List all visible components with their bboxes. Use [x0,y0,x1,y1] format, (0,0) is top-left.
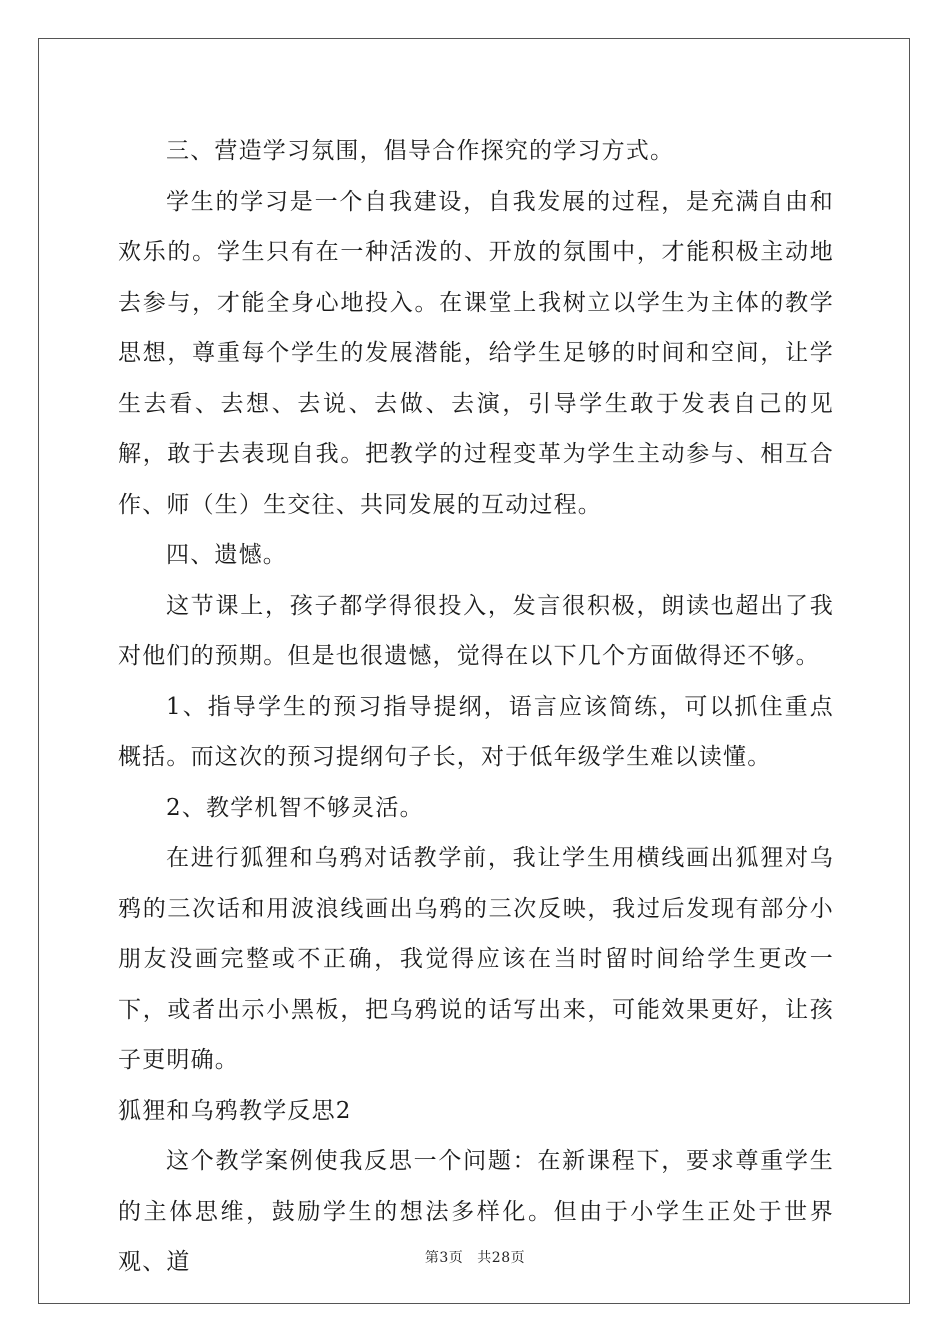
section-heading-3: 三、营造学习氛围，倡导合作探究的学习方式。 [166,138,675,164]
list-item-2: 2、教学机智不够灵活。 [166,794,424,821]
page-footer [0,1247,950,1267]
paragraph: 在进行狐狸和乌鸦对话教学前，我让学生用横线画出狐狸对乌鸦的三次话和用波浪线画出乌鸦的三次反映，我过后发现有部分小朋友没画完整或不正确，我觉得应该在当时留时间给学生更改一下，或者出示小黑板，把乌鸦说的话写出来，可能效果更好，让孩子更明确。 [118,845,834,1073]
list-item-1: 1、指导学生的预习指导提纲，语言应该简练，可以抓住重点概括。而这次的预习提纲句子长，对于低年级学生难以读懂。 [118,693,834,770]
article-title: 狐狸和乌鸦教学反思2 [118,1097,352,1124]
section-heading-4: 四、遗憾。 [166,542,287,568]
current-page-number: 第3页 [424,1250,464,1266]
paragraph: 这个教学案例使我反思一个问题：在新课程下，要求尊重学生的主体思维，鼓励学生的想法多样化。但由于小学生正处于世界观、道 [118,1148,834,1275]
paragraph: 这节课上，孩子都学得很投入，发言很积极，朗读也超出了我对他们的预期。但是也很遗憾，觉得在以下几个方面做得还不够。 [118,592,834,669]
paragraph: 学生的学习是一个自我建设，自我发展的过程，是充满自由和欢乐的。学生只有在一种活泼的、开放的氛围中，才能积极主动地去参与，才能全身心地投入。在课堂上我树立以学生为主体的教学思想，尊重每个学生的发展潜能，给学生足够的时间和空间，让学生去看、去想、去说、去做、去演，引导学生敢于发表自己的见解，敢于去表现自我。把教学的过程变革为学生主动参与、相互合作、师（生）生交往、共同发展的互动过程。 [118,188,834,518]
document-body [118,126,834,1288]
total-page-count: 共28页 [477,1250,526,1266]
